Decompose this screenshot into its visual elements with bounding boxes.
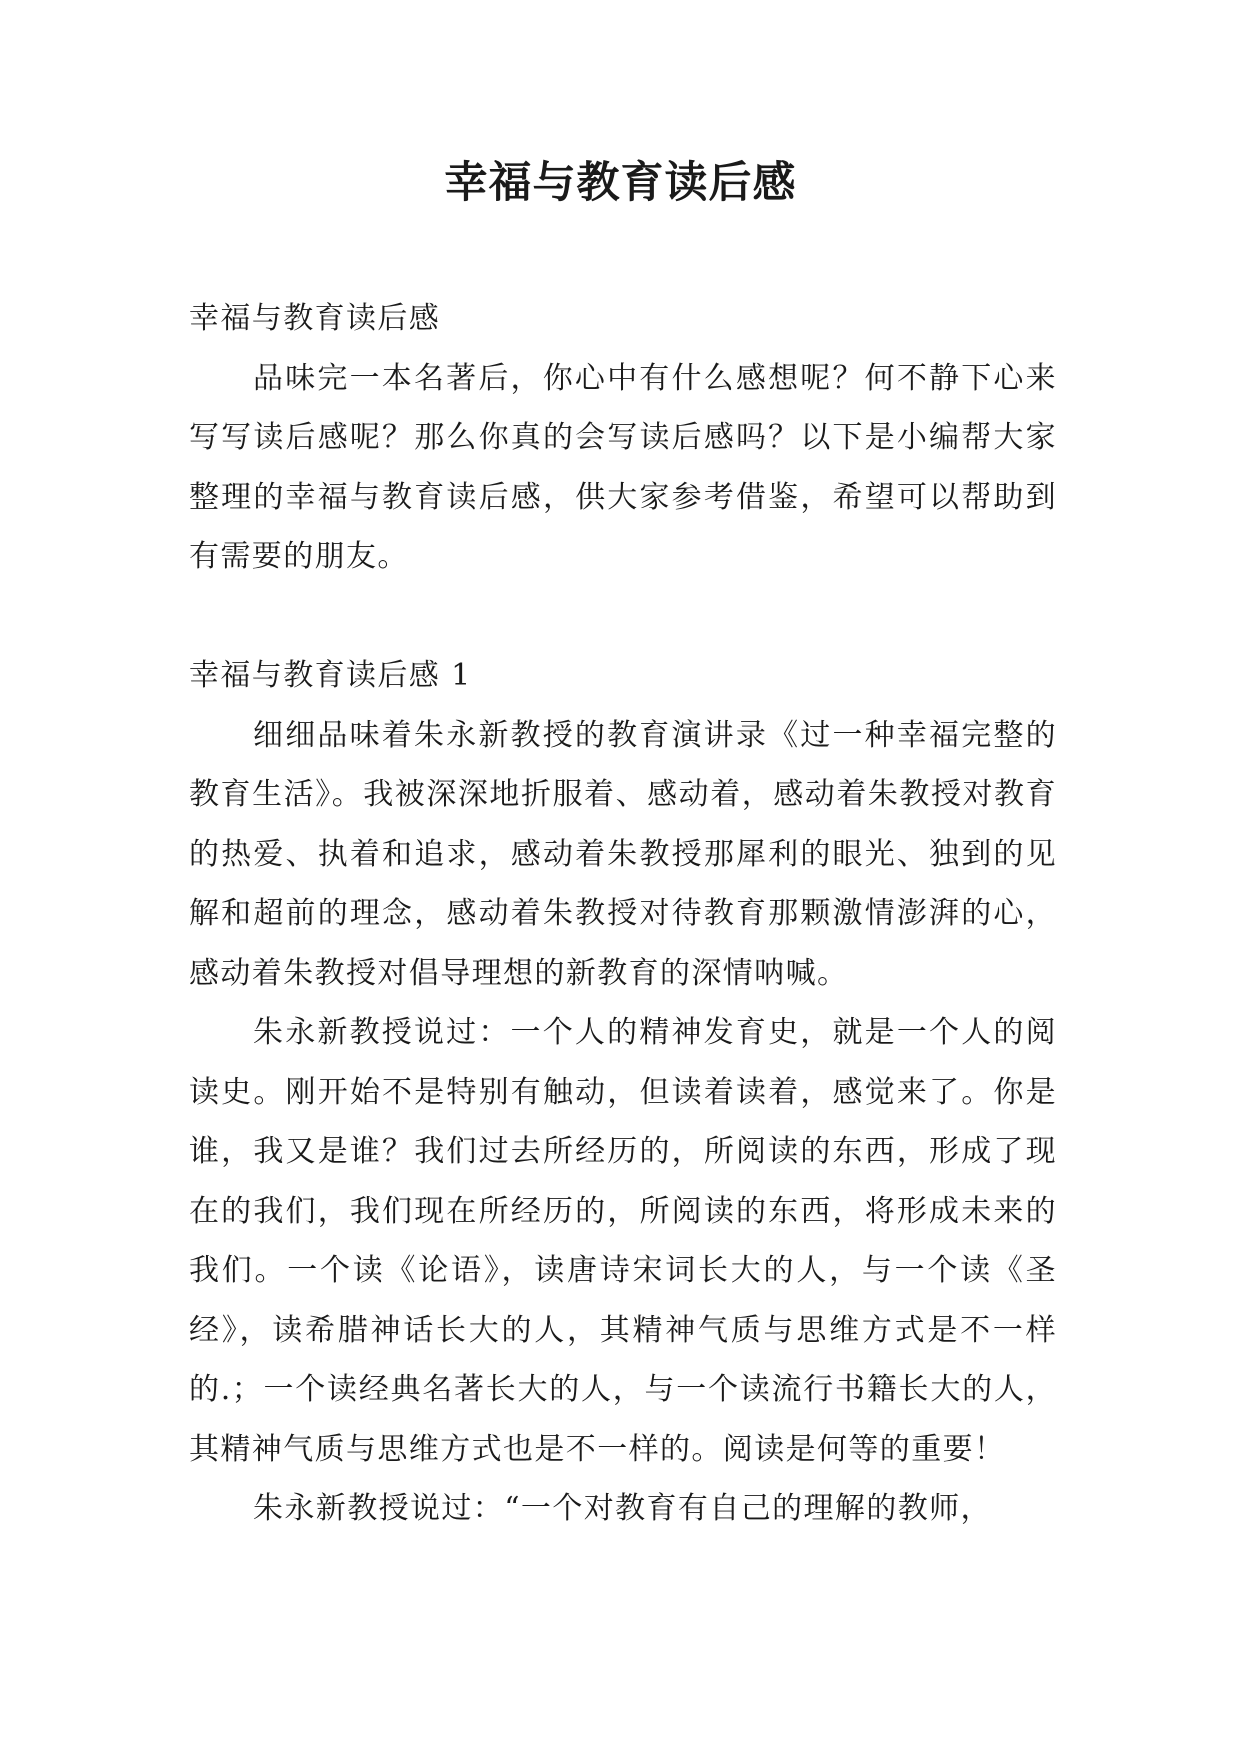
document-body xyxy=(189,289,1057,1539)
section-heading: 幸福与教育读后感 1 xyxy=(189,658,472,693)
paragraph: 细细品味着朱永新教授的教育演讲录《过一种幸福完整的教育生活》。我被深深地折服着、感动着，感动着朱教授对教育的热爱、执着和追求，感动着朱教授那犀利的眼光、独到的见解和超前的理念，感动着朱教授对待教育那颗激情澎湃的心，感动着朱教授对倡导理想的新教育的深情呐喊。 xyxy=(189,717,1057,991)
document-title: 幸福与教育读后感 xyxy=(444,158,797,208)
paragraph: 朱永新教授说过：“一个对教育有自己的理解的教师， xyxy=(253,1491,992,1526)
paragraph: 品味完一本名著后，你心中有什么感想呢？何不静下心来写写读后感呢？那么你真的会写读后感吗？以下是小编帮大家整理的幸福与教育读后感，供大家参考借鉴，希望可以帮助到有需要的朋友。 xyxy=(189,360,1057,574)
paragraph: 朱永新教授说过：一个人的精神发育史，就是一个人的阅读史。刚开始不是特别有触动，但读着读着，感觉来了。你是谁，我又是谁？我们过去所经历的，所阅读的东西，形成了现在的我们，我们现在所经历的，所阅读的东西，将形成未来的我们。一个读《论语》，读唐诗宋词长大的人，与一个读《圣经》，读希腊神话长大的人，其精神气质与思维方式是不一样的.；一个读经典名著长大的人，与一个读流行书籍长大的人，其精神气质与思维方式也是不一样的。阅读是何等的重要！ xyxy=(189,1015,1057,1467)
section-heading: 幸福与教育读后感 xyxy=(189,301,441,336)
